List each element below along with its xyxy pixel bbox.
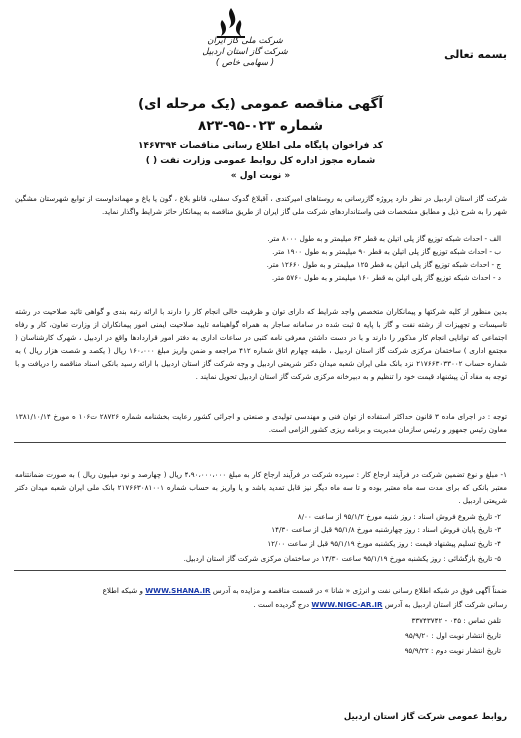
intro-paragraph: شرکت گاز استان اردبیل در نظر دارد پروژه گازرسانی به روستاهای امیرکندی ، آقبلاغ گدوک سفلی، قانلو بلاغ ، گون یا یاغ و مهمانداوست از توابع شهرستان مشگین شهر را به شرح ذیل و مطابق مشخصات فنی واستانداردهای شرکت ملی گاز ایران از طریق مناقصه به پیمانکار حائز شرایط واگذار نماید. [15, 194, 507, 216]
first-publication-date: تاریخ انتشار نوبت اول : ۹۵/۹/۲۰ [404, 631, 501, 640]
nigc-link[interactable]: WWW.NIGC-AR.IR [311, 600, 383, 609]
tender-number: شماره ۰۲۳-۹۵-۸۲۳ [197, 118, 323, 134]
legal-note: توجه : در اجرای ماده ۳ قانون حداکثر استفاده از توان فنی و مهندسی تولیدی و صنعتی و اجرائی کشور رعایت بخشنامه شماره ۲۸۷۲۶ ت۱۰۶ ه مورخ ۱۳۸۱/۱۰/۱۴ معاون رئیس جمهور و رئیس سازمان مدیریت و برنامه ریزی کشور الزامی است. [15, 412, 508, 434]
second-publication-date: تاریخ انتشار نوبت دوم : ۹۵/۹/۲۲ [404, 646, 501, 655]
publication-round: « نوبت اول » [230, 171, 291, 181]
condition-item: ۴- تاریخ تسلیم پیشنهاد قیمت : روز یکشنبه مورخ ۹۵/۱/۱۹ قبل از ساعت ۱۲/۰۰ [267, 539, 501, 548]
condition-item: ۵- تاریخ بازگشائی : روز یکشنبه مورخ ۹۵/۱/۱۹ ساعت ۱۴/۳۰ در ساختمان مرکزی شرکت گاز استان اردبیل. [183, 554, 501, 563]
divider [14, 570, 506, 571]
divider [14, 442, 506, 443]
closing-text-1: ضمناً آگهی فوق در شبکه اطلاع رسانی نفت و انرژی « شانا » در قسمت مناقصه و مزایده به آدرس [212, 586, 507, 595]
eligibility-paragraph: بدین منظور از کلیه شرکتها و پیمانکاران متخصص واجد شرایط که دارای توان و ظرفیت خالی انجام کار را دارند با ارائه رتبه بندی و گواهی تائید صلاحیت در رشته تاسیسات و تجهیزات از رشته نفت و گاز با پایه ۵ ثبت شده در سامانه ساجار به همراه گواهینامه تایید صلاحیت ایمنی امور پیمانکاران از وزارت تعاون، کار و رفاه اجتماعی که توانایی انجام کار مذکور را دارند و با در دست داشتن معرفی نامه کتبی در ساعات اداری به دفتر امور قراردادها واقع در اردبیل ، شهرک کارشناسان ( مجتمع اداری ) ساختمان مرکزی شرکت گاز استان اردبیل ، طبقه چهارم اتاق شماره ۴۱۲ مراجعه و ضمن واریز مبلغ ۱۶۰،۰۰۰ ریال ( یکصد و شصت هزار ریال ) به شماره حساب ۲۱۷۶۶۳۰۳۳۰۰۲ نزد بانک ملی ایران شعبه میدان دکتر شریعتی اردبیل و وجه شرکت گاز استان اردبیل با ارائه رسید بانکی اسناد مناقصه را دریافت و با توجه به مفاد آن پیشنهاد قیمت خود را تنظیم و به دبیرخانه مرکزی شرکت گاز استان اردبیل تحویل نمایند . [15, 307, 508, 381]
company-name-block [195, 36, 295, 69]
condition-item: ۳- تاریخ پایان فروش اسناد : روز چهارشنبه مورخ ۹۵/۱/۸ قبل از ساعت ۱۴/۳۰ [271, 525, 501, 534]
company-line-2: شرکت گاز استان اردبیل [202, 47, 288, 57]
company-line-1: شرکت ملی گاز ایران [207, 36, 283, 46]
public-relations-signature: روابط عمومی شرکت گاز استان اردبیل [343, 712, 507, 722]
tender-title: آگهی مناقصه عمومی (یک مرحله ای) [138, 96, 383, 112]
closing-text-2: رسانی شرکت گاز استان اردبیل به آدرس [384, 600, 507, 609]
scope-item: ب - احداث شبکه توزیع گاز پلی اتیلن به قطر ۹۰ میلیمتر و به طول ۱۹۰۰ متر. [272, 247, 501, 256]
closing-text-2b: درج گردیده است . [253, 600, 310, 609]
condition-item: ۲- تاریخ شروع فروش اسناد : روز شنبه مورخ ۹۵/۱/۲ از ساعت ۸/۰۰ [297, 512, 501, 521]
scope-item: الف - احداث شبکه توزیع گاز پلی اتیلن به قطر ۶۳ میلیمتر و به طول ۸۰۰۰ متر. [267, 234, 501, 243]
closing-text-1b: و شبکه اطلاع [102, 586, 143, 595]
scope-item: ج - احداث شبکه توزیع گاز پلی اتیلن به قطر ۱۲۵ میلیمتر و به طول ۱۲۶۶۰ متر. [266, 260, 501, 269]
license-number: شماره مجوز اداره کل روابط عمومی وزارت نفت ( ) [145, 156, 376, 166]
bismillah: بسمه تعالی [444, 48, 507, 61]
phone: تلفن تماس : ۰۴۵ - ۳۳۷۴۳۷۴۲ [411, 616, 501, 625]
closing-line-1 [15, 584, 507, 597]
company-line-3: ( سهامی خاص ) [215, 58, 275, 68]
closing-line-2 [15, 598, 507, 611]
shana-link[interactable]: WWW.SHANA.IR [145, 586, 211, 595]
setad-code: کد فراخوان پایگاه ملی اطلاع رسانی مناقصات ۱۴۶۷۳۹۴ [138, 141, 383, 151]
condition-item: ۱- مبلغ و نوع تضمین شرکت در فرآیند ارجاع کار : سپرده شرکت در فرآیند ارجاع کار به مبلغ ۴،۹۰،۰۰۰،۰۰۰ ریال ( چهارصد و نود میلیون ریال ) به صورت ضمانتنامه معتبر بانکی که برای مدت سه ماه معتبر بوده و تا سه ماه دیگر نیز قابل تمدید باشد و یا واریز به حساب شماره ۲۱۷۶۶۳۰۸۱۰۰۱ بانک ملی ایران شعبه میدان دکتر شریعتی اردبیل . [15, 470, 507, 505]
scope-item: د - احداث شبکه توزیع گاز پلی اتیلن به قطر ۱۶۰ میلیمتر و به طول ۵۷۶۰ متر. [271, 273, 501, 282]
